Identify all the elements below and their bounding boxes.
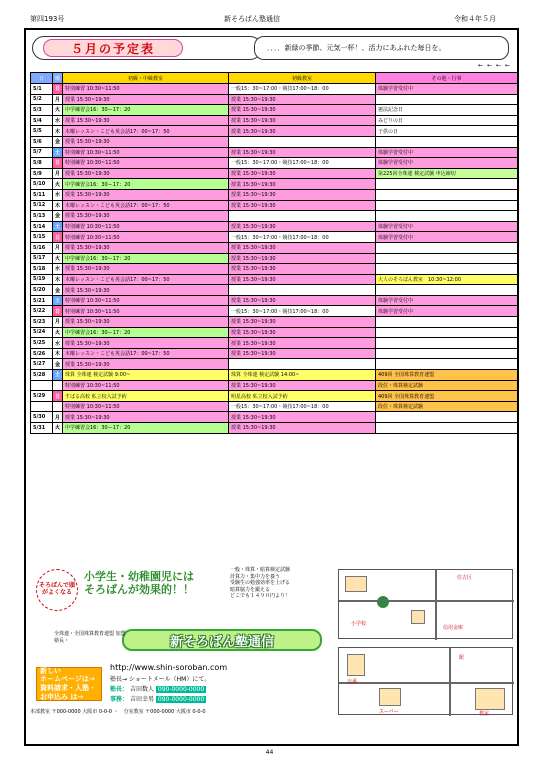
cell-date: 5/31 xyxy=(31,423,53,434)
cell-events: 体験学習受付中 xyxy=(376,84,518,95)
cell-weekday: 木 xyxy=(53,348,63,359)
cell-advanced: 中学練習会16：30ー17：20 xyxy=(63,105,229,116)
cell-date: 5/28 xyxy=(31,370,53,381)
cell-advanced: 中学練習会16：30ー17：20 xyxy=(63,423,229,434)
cell-events: 第225回全珠連 検定試験 申込締切 xyxy=(376,168,518,179)
cell-beginner: 授業 15:30~19:30 xyxy=(229,348,376,359)
cell-date: 5/30 xyxy=(31,412,53,423)
cell-events xyxy=(376,200,518,211)
cell-weekday: 水 xyxy=(53,338,63,349)
map-branch-classroom xyxy=(338,647,513,715)
cell-date: 5/2 xyxy=(31,94,53,105)
cell-events xyxy=(376,189,518,200)
cell-events xyxy=(376,285,518,296)
table-row xyxy=(31,158,518,169)
issue-number: 第四193号 xyxy=(30,15,65,23)
cell-advanced: 特別練習 10:30~11:50 xyxy=(63,295,229,306)
cell-weekday: 日 xyxy=(53,306,63,317)
schedule-body xyxy=(31,84,518,434)
cell-beginner: 授業 15:30~19:30 xyxy=(229,147,376,158)
table-row xyxy=(31,242,518,253)
cell-weekday: 金 xyxy=(53,359,63,370)
cell-events: 体験学習受付中 xyxy=(376,295,518,306)
cell-advanced: 授業 15:30~19:30 xyxy=(63,115,229,126)
map-label: スーパー xyxy=(379,709,399,715)
cell-advanced: 特別練習 10:30~11:50 xyxy=(63,401,229,412)
table-row xyxy=(31,253,518,264)
callout-line: 新しい xyxy=(40,666,61,675)
cell-advanced: 木曜レッスン・こども英会話17：00~17：50 xyxy=(63,348,229,359)
cell-advanced: 授業 15:30~19:30 xyxy=(63,136,229,147)
table-row xyxy=(31,306,518,317)
info-item: どこでも１４９０円より！ xyxy=(230,593,291,599)
slogan: ．．．．新緑の季節、元気一杯！、活力にあふれた毎日を。 xyxy=(254,36,509,60)
address: 本部教室 〒000-0000 大阪市 0-0-0 ・ 分室教室 〒000-0000 大阪市 0-0-0 xyxy=(30,709,206,715)
issue-date: 令和４年５月 xyxy=(454,15,496,23)
table-row xyxy=(31,84,518,95)
cell-weekday: 木 xyxy=(53,200,63,211)
phone-number[interactable]: 090-0000-0000 xyxy=(157,686,205,693)
cell-beginner: 一般15：30~17:00・競技17:00~18：00 xyxy=(229,306,376,317)
cell-events: 段位・珠算検定試験 xyxy=(376,380,518,391)
cell-weekday: 土 xyxy=(53,295,63,306)
cell-events: 憲法記念日 xyxy=(376,105,518,116)
cell-date: 5/27 xyxy=(31,359,53,370)
table-row xyxy=(31,285,518,296)
cell-beginner: 授業 15:30~19:30 xyxy=(229,189,376,200)
cell-advanced: 授業 15:30~19:30 xyxy=(63,264,229,275)
cell-weekday: 火 xyxy=(53,179,63,190)
cell-beginner xyxy=(229,211,376,222)
cell-events xyxy=(376,348,518,359)
cell-advanced: 授業 15:30~19:30 xyxy=(63,317,229,328)
cell-date: 5/3 xyxy=(31,105,53,116)
cell-weekday: 日 xyxy=(53,158,63,169)
table-row xyxy=(31,359,518,370)
table-row xyxy=(31,317,518,328)
schedule-table xyxy=(30,72,518,434)
cell-events xyxy=(376,264,518,275)
callout-line: お申込み は→ xyxy=(40,692,84,701)
cell-weekday: 火 xyxy=(53,327,63,338)
map-label: 交番 xyxy=(347,679,358,685)
info-item: 暗算脳力を鍛える xyxy=(230,586,271,593)
membership-line: 塾長・ xyxy=(54,637,75,644)
cell-beginner xyxy=(229,359,376,370)
cell-beginner: 授業 15:30~19:30 xyxy=(229,126,376,137)
cell-events: 体験学習受付中 xyxy=(376,147,518,158)
cell-events: 体験学習受付中 xyxy=(376,221,518,232)
cell-weekday: 月 xyxy=(53,94,63,105)
cell-advanced: 授業 15:30~19:30 xyxy=(63,94,229,105)
col-header-advanced: 初級・中級教室 xyxy=(63,73,229,84)
map-road xyxy=(435,570,437,640)
cell-weekday: 月 xyxy=(53,317,63,328)
cell-date: 5/12 xyxy=(31,200,53,211)
table-row xyxy=(31,147,518,158)
cell-events: 409回 全国珠算教育連盟 xyxy=(376,370,518,381)
callout-line: 資料請求・入塾・ xyxy=(40,684,96,692)
table-row xyxy=(31,412,518,423)
cell-advanced: 中学練習会16：30ー17：20 xyxy=(63,179,229,190)
promo-area xyxy=(32,565,327,627)
bottom-section xyxy=(30,565,517,743)
cell-beginner: 授業 15:30~19:30 xyxy=(229,242,376,253)
cell-date: 5/22 xyxy=(31,306,53,317)
cell-events: 体験学習受付中 xyxy=(376,306,518,317)
map-road xyxy=(339,682,514,684)
phone-person: 吉田数人 xyxy=(129,686,154,693)
map-building xyxy=(475,688,505,710)
sms-line: 塾長→ ショートメール（HM）にて。 xyxy=(110,676,211,683)
cell-weekday xyxy=(53,401,63,412)
cell-date: 5/25 xyxy=(31,338,53,349)
cell-beginner: 授業 15:30~19:30 xyxy=(229,115,376,126)
table-row xyxy=(31,401,518,412)
col-header-date: 日 xyxy=(31,73,53,84)
cell-events xyxy=(376,359,518,370)
cell-advanced: 特別練習 10:30~11:50 xyxy=(63,232,229,243)
table-row xyxy=(31,380,518,391)
contact-section xyxy=(30,661,338,701)
cell-events xyxy=(376,317,518,328)
cell-events xyxy=(376,412,518,423)
cell-events xyxy=(376,423,518,434)
cell-advanced: 特別練習 10:30~11:50 xyxy=(63,380,229,391)
cell-beginner: 授業 15:30~19:30 xyxy=(229,327,376,338)
cell-date: 5/20 xyxy=(31,285,53,296)
phone-line-1 xyxy=(110,684,206,693)
cell-beginner: 珠算 全珠連 検定試験 14:00~ xyxy=(229,370,376,381)
cell-date xyxy=(31,380,53,391)
table-row xyxy=(31,189,518,200)
page-number: 44 xyxy=(265,749,274,756)
cell-advanced: 特別練習 10:30~11:50 xyxy=(63,84,229,95)
promo-text xyxy=(84,571,194,596)
cell-weekday: 土 xyxy=(53,221,63,232)
header xyxy=(24,14,512,26)
callout-line: ホームページは→ xyxy=(40,675,95,684)
cell-date: 5/13 xyxy=(31,211,53,222)
cell-date: 5/24 xyxy=(31,327,53,338)
table-row xyxy=(31,136,518,147)
cell-date: 5/11 xyxy=(31,189,53,200)
cell-beginner: 授業 15:30~19:30 xyxy=(229,423,376,434)
cell-beginner: 一般15：30~17:00・競技17:00~18：00 xyxy=(229,401,376,412)
info-list xyxy=(230,567,320,600)
map-label: 小学校 xyxy=(351,621,367,627)
cell-date: 5/4 xyxy=(31,115,53,126)
map-label: 住吉区 xyxy=(457,575,473,581)
cell-beginner xyxy=(229,285,376,296)
info-item: 受験生の勉強効率を上げる xyxy=(230,580,291,586)
table-row xyxy=(31,94,518,105)
col-header-beginner: 初級教室 xyxy=(229,73,376,84)
cell-advanced: 授業 15:30~19:30 xyxy=(63,242,229,253)
info-item: 一般・珠算・暗算検定試験 xyxy=(230,567,291,573)
cell-events xyxy=(376,338,518,349)
cell-weekday: 金 xyxy=(53,211,63,222)
cell-weekday: 日 xyxy=(53,84,63,95)
cell-beginner: 授業 15:30~19:30 xyxy=(229,317,376,328)
phone-role: 事務： xyxy=(110,696,129,703)
cell-date: 5/18 xyxy=(31,264,53,275)
cell-events: 体験学習受付中 xyxy=(376,232,518,243)
cell-advanced: 授業 15:30~19:30 xyxy=(63,168,229,179)
cell-date: 5/6 xyxy=(31,136,53,147)
map-label: 信用金庫 xyxy=(443,625,464,631)
map-label: 駅 xyxy=(459,655,465,661)
cell-events xyxy=(376,211,518,222)
info-item: 計算力・集中力を養う xyxy=(230,573,281,580)
map-building xyxy=(347,654,365,676)
table-row xyxy=(31,126,518,137)
promo-line-2: そろばんが効果的！！ xyxy=(84,582,194,596)
membership-line: 全珠連・全国珠算教育連盟 加盟 xyxy=(54,631,126,637)
cell-beginner: 一般15：30~17:00・競技17:00~18：00 xyxy=(229,158,376,169)
cell-date: 5/21 xyxy=(31,295,53,306)
cell-events xyxy=(376,179,518,190)
cell-events xyxy=(376,136,518,147)
cell-beginner xyxy=(229,136,376,147)
map-building xyxy=(345,576,367,592)
cell-events: 子供の日 xyxy=(376,126,518,137)
cell-date xyxy=(31,401,53,412)
cell-beginner: 授業 15:30~19:30 xyxy=(229,380,376,391)
cell-advanced: 中学練習会16：30ー17：20 xyxy=(63,327,229,338)
cell-weekday: 火 xyxy=(53,105,63,116)
cell-events: みどりの日 xyxy=(376,115,518,126)
cell-advanced: 珠算 全珠連 検定試験 9:00~ xyxy=(63,370,229,381)
title-box xyxy=(32,36,262,60)
map-label: 教室 xyxy=(479,711,490,717)
map-building xyxy=(379,688,401,706)
cell-weekday: 金 xyxy=(53,285,63,296)
cell-weekday: 金 xyxy=(53,136,63,147)
cell-advanced: 木曜レッスン・こども英会話17：00~17：50 xyxy=(63,274,229,285)
cell-advanced: 中学練習会16：30ー17：20 xyxy=(63,253,229,264)
cell-weekday: 月 xyxy=(53,168,63,179)
cell-events: 体験学習受付中 xyxy=(376,158,518,169)
cell-weekday: 日 xyxy=(53,232,63,243)
cell-advanced: 特別練習 10:30~11:50 xyxy=(63,147,229,158)
page-title: ５月の予定表 xyxy=(43,39,183,57)
phone-person: 吉田幸男 xyxy=(129,696,154,703)
cell-beginner: 授業 15:30~19:30 xyxy=(229,338,376,349)
cell-events: 409回 全国珠算教育連盟 xyxy=(376,391,518,402)
cell-date: 5/7 xyxy=(31,147,53,158)
table-row xyxy=(31,105,518,116)
cell-weekday: 月 xyxy=(53,242,63,253)
cell-advanced: 授業 15:30~19:30 xyxy=(63,359,229,370)
map-road xyxy=(339,600,514,602)
promo-badge: そろばんで頭がよくなる xyxy=(36,569,78,611)
table-row xyxy=(31,179,518,190)
cell-date: 5/8 xyxy=(31,158,53,169)
cell-advanced: 木曜レッスン・こども英会話17：00~17：50 xyxy=(63,126,229,137)
cell-beginner: 授業 15:30~19:30 xyxy=(229,264,376,275)
membership xyxy=(54,631,126,644)
table-row xyxy=(31,264,518,275)
table-row xyxy=(31,168,518,179)
table-row xyxy=(31,232,518,243)
promo-line-1: 小学生・幼稚園児には xyxy=(84,570,194,583)
cell-weekday: 木 xyxy=(53,126,63,137)
cell-advanced: 授業 15:30~19:30 xyxy=(63,285,229,296)
cell-weekday xyxy=(53,380,63,391)
cell-beginner: 明星高校 私立校入試予約 xyxy=(229,391,376,402)
cell-advanced: 授業 15:30~19:30 xyxy=(63,412,229,423)
cell-date: 5/19 xyxy=(31,274,53,285)
cell-beginner: 一般15：30~17:00・競技17:00~18：00 xyxy=(229,84,376,95)
cell-date: 5/29 xyxy=(31,391,53,402)
cell-date: 5/14 xyxy=(31,221,53,232)
cell-beginner: 授業 15:30~19:30 xyxy=(229,105,376,116)
table-row xyxy=(31,221,518,232)
cell-date: 5/16 xyxy=(31,242,53,253)
cell-beginner: 授業 15:30~19:30 xyxy=(229,295,376,306)
cell-weekday: 日 xyxy=(53,391,63,402)
cell-beginner: 授業 15:30~19:30 xyxy=(229,168,376,179)
map-main-classroom xyxy=(338,569,513,639)
table-row xyxy=(31,338,518,349)
cell-beginner: 授業 15:30~19:30 xyxy=(229,253,376,264)
website-link[interactable]: http://www.shin-soroban.com xyxy=(110,663,228,672)
cell-date: 5/17 xyxy=(31,253,53,264)
map-building xyxy=(411,610,425,624)
table-row xyxy=(31,211,518,222)
cell-events xyxy=(376,94,518,105)
cell-weekday: 月 xyxy=(53,412,63,423)
cell-advanced: 授業 15:30~19:30 xyxy=(63,338,229,349)
table-row xyxy=(31,391,518,402)
cell-weekday: 土 xyxy=(53,147,63,158)
cell-weekday: 水 xyxy=(53,115,63,126)
cell-events: 段位・珠算検定試験 xyxy=(376,401,518,412)
cell-weekday: 火 xyxy=(53,423,63,434)
content-frame xyxy=(24,28,519,746)
cell-weekday: 火 xyxy=(53,253,63,264)
cell-weekday: 水 xyxy=(53,189,63,200)
cell-date: 5/9 xyxy=(31,168,53,179)
cell-advanced: すばる高校 私立校入試予約 xyxy=(63,391,229,402)
table-row xyxy=(31,327,518,338)
col-header-events: その他・行事 xyxy=(376,73,518,84)
cell-advanced: 授業 15:30~19:30 xyxy=(63,189,229,200)
cell-events xyxy=(376,242,518,253)
cell-events xyxy=(376,253,518,264)
col-header-weekday: 曜 xyxy=(53,73,63,84)
cell-date: 5/10 xyxy=(31,179,53,190)
cell-advanced: 木曜レッスン・こども英会話17：00~17：50 xyxy=(63,200,229,211)
cell-weekday: 土 xyxy=(53,370,63,381)
cell-weekday: 木 xyxy=(53,274,63,285)
cell-date: 5/5 xyxy=(31,126,53,137)
table-row xyxy=(31,200,518,211)
cell-beginner: 授業 15:30~19:30 xyxy=(229,412,376,423)
map-station-icon xyxy=(377,596,389,608)
table-row xyxy=(31,274,518,285)
cell-date: 5/23 xyxy=(31,317,53,328)
cell-beginner: 授業 15:30~19:30 xyxy=(229,200,376,211)
cell-beginner: 一般15：30~17:00・競技17:00~18：00 xyxy=(229,232,376,243)
cell-beginner: 授業 15:30~19:30 xyxy=(229,179,376,190)
cell-beginner: 授業 15:30~19:30 xyxy=(229,94,376,105)
table-row xyxy=(31,423,518,434)
cell-events: 大人のそろばん教室 10:30~12:00 xyxy=(376,274,518,285)
table-header xyxy=(31,73,518,84)
table-row xyxy=(31,295,518,306)
map-road xyxy=(449,648,451,716)
cell-beginner: 授業 15:30~19:30 xyxy=(229,221,376,232)
cell-date: 5/1 xyxy=(31,84,53,95)
table-row xyxy=(31,370,518,381)
cell-events xyxy=(376,327,518,338)
phone-number[interactable]: 090-0000-0000 xyxy=(157,696,205,703)
phone-line-2 xyxy=(110,694,206,703)
contact-callout xyxy=(36,667,102,701)
cell-advanced: 授業 15:30~19:30 xyxy=(63,211,229,222)
phone-role: 塾長： xyxy=(110,686,129,693)
cell-advanced: 特別練習 10:30~11:50 xyxy=(63,306,229,317)
cell-weekday: 水 xyxy=(53,264,63,275)
cell-beginner: 授業 15:30~19:30 xyxy=(229,274,376,285)
cell-advanced: 特別練習 10:30~11:50 xyxy=(63,221,229,232)
cell-date: 5/15 xyxy=(31,232,53,243)
table-row xyxy=(31,348,518,359)
table-row xyxy=(31,115,518,126)
cell-advanced: 特別練習 10:30~11:50 xyxy=(63,158,229,169)
school-name: 新そろばん塾通信 xyxy=(122,629,322,651)
cell-date: 5/26 xyxy=(31,348,53,359)
newsletter-title: 新そろばん塾通信 xyxy=(224,15,280,23)
arrow-row: ← ← ← ← xyxy=(478,62,511,69)
